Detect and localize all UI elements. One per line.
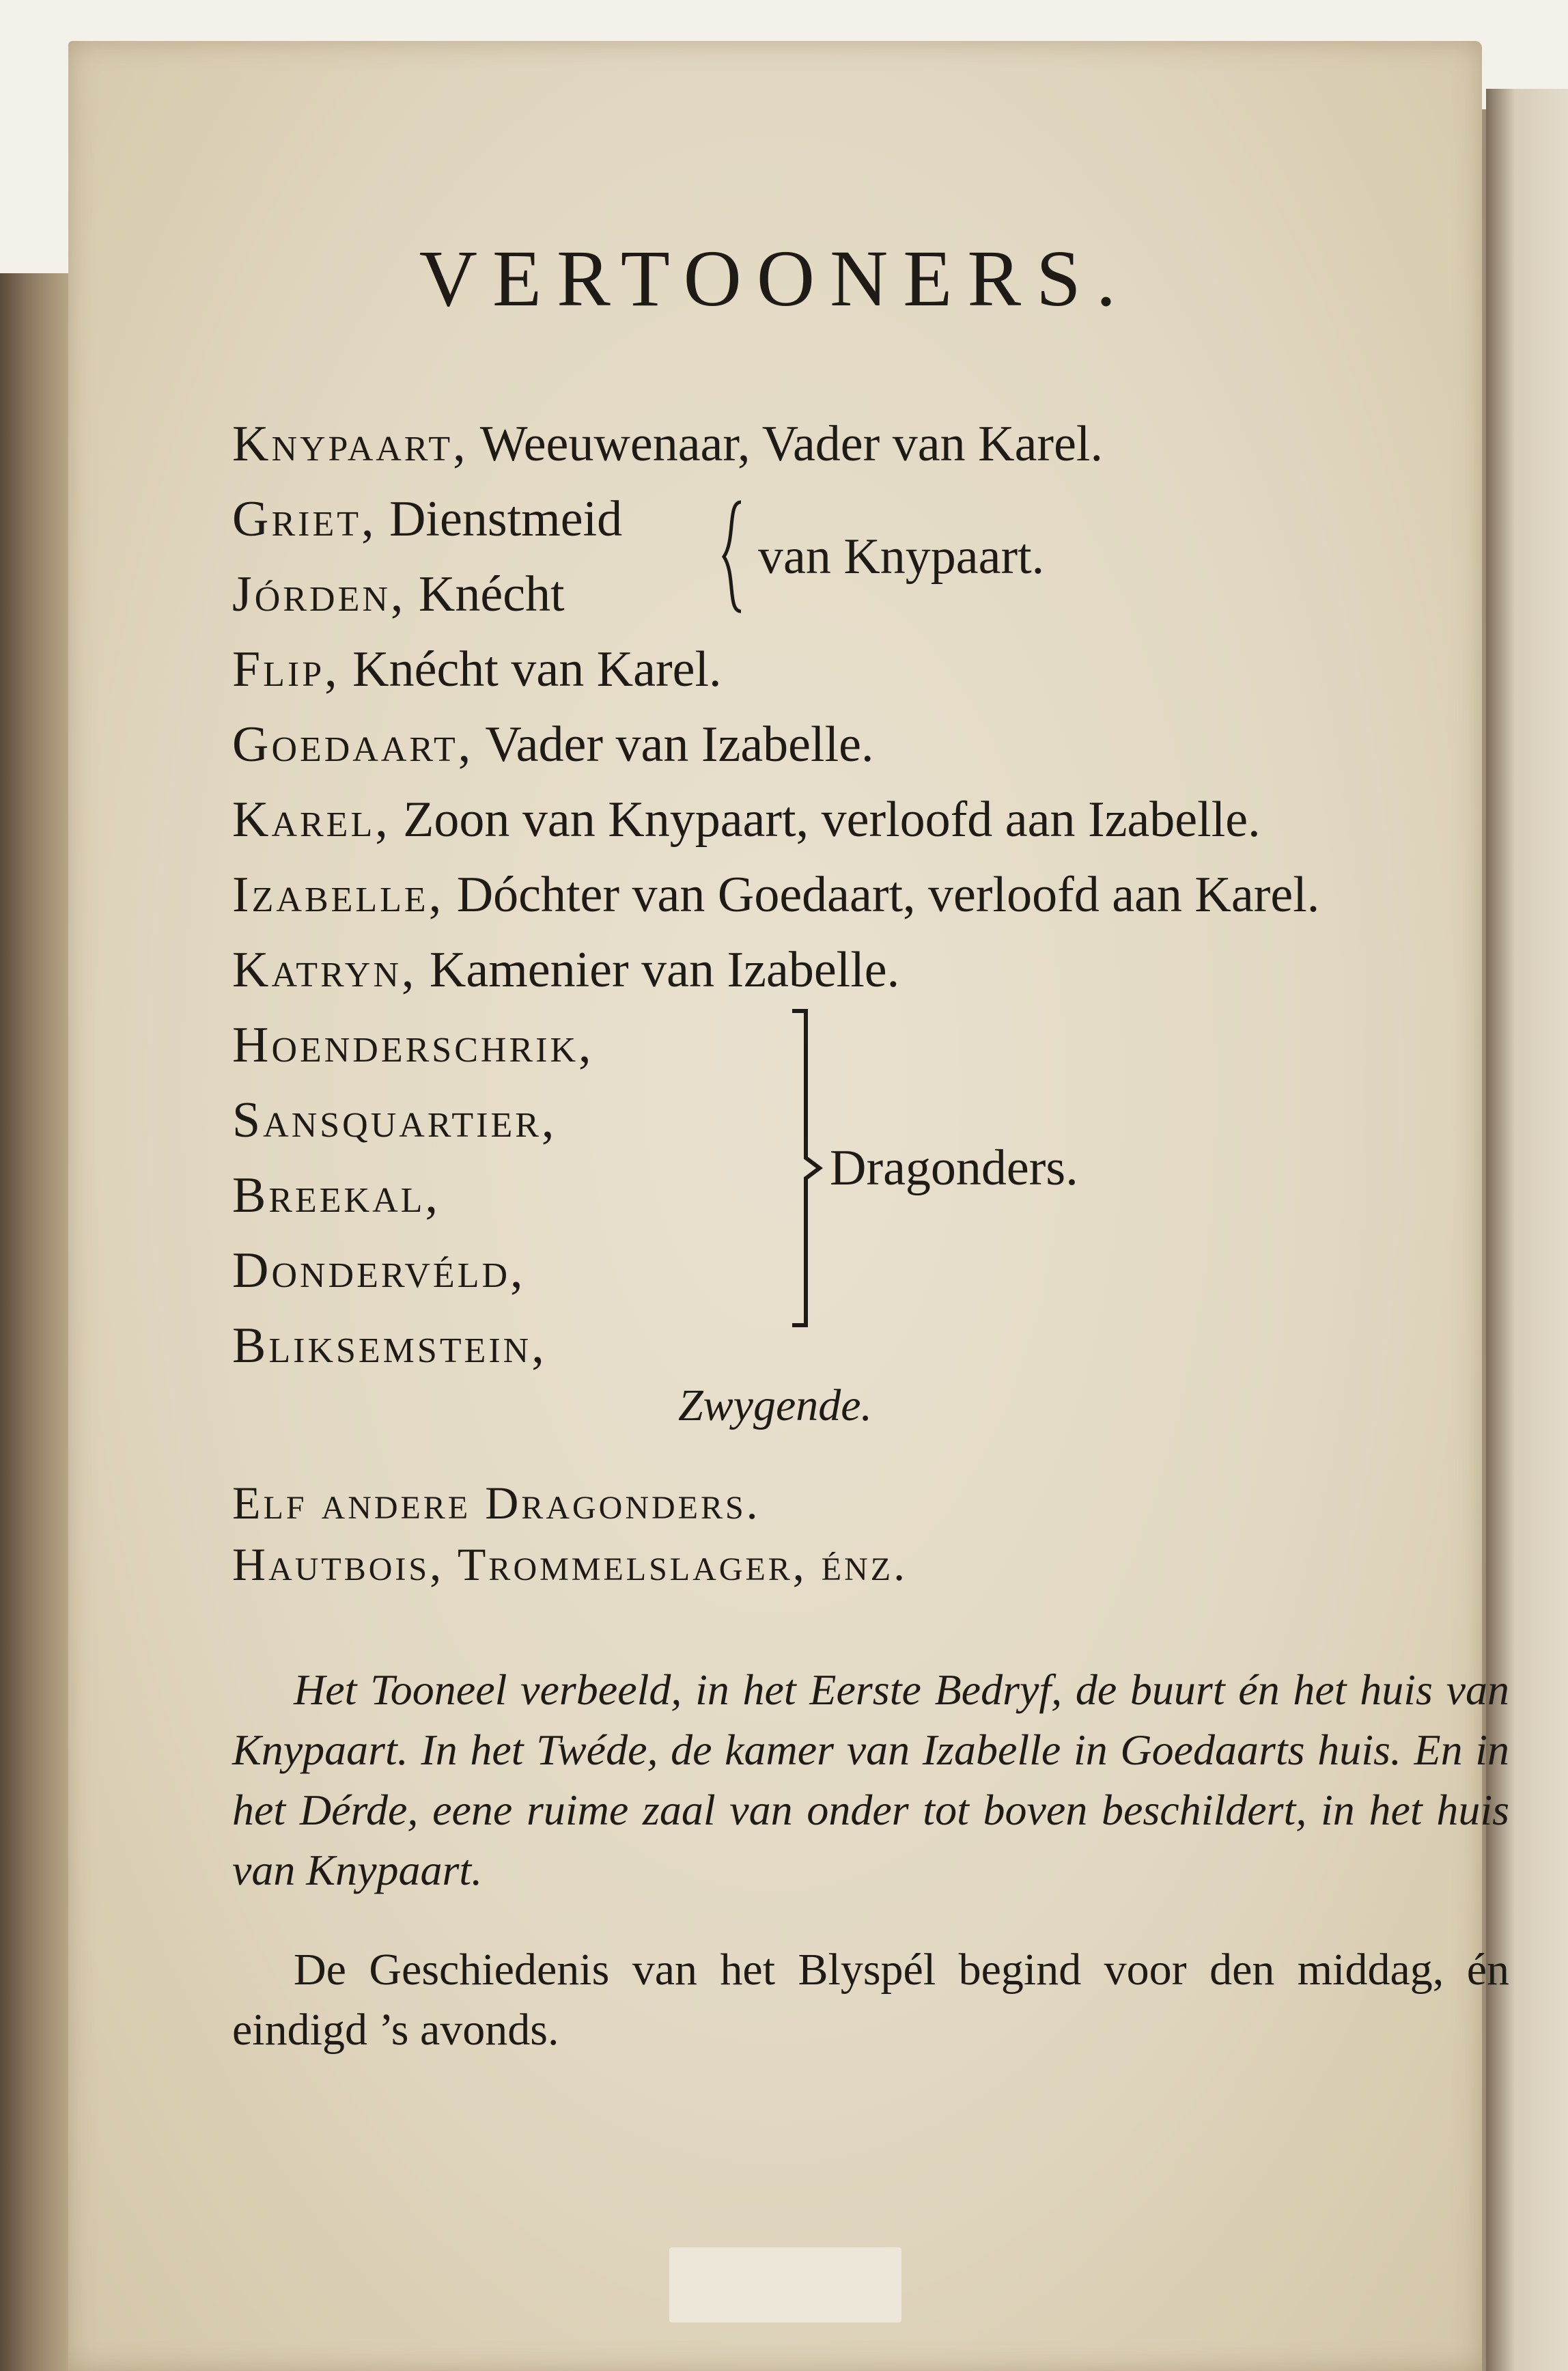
cast-entry-goedaart — [232, 710, 873, 779]
page-title: VERTOONERS. — [419, 234, 1132, 323]
cast-name: Knypaart, — [232, 416, 468, 472]
book-page — [68, 41, 1509, 2371]
silent-entry-dragoons: Elf andere Dragonders. — [232, 1477, 761, 1529]
cast-role: Knécht van Karel. — [352, 641, 722, 697]
cast-name: Karel, — [232, 792, 391, 848]
cast-name: Flip, — [232, 641, 340, 697]
curly-brace-icon — [720, 499, 748, 615]
cast-name: Izabelle, — [232, 867, 445, 923]
scene-description: Het Tooneel verbeeld, in het Eerste Bedryf, de buurt én het huis van Knypaart. In het Twéde, de kamer van Izabelle in Goedaarts huis. En in het Dérde, eene ruime zaal van onder tot boven beschildert, in het huis van Knypaart. — [232, 1665, 1509, 1894]
dragoons-group-label: Dragonders. — [830, 1140, 1078, 1196]
cast-entry-katryn — [232, 936, 899, 1004]
paper-label-patch — [669, 2247, 901, 2323]
cast-role: Knécht — [418, 566, 565, 622]
dragoon-breekal: Breekal, — [232, 1167, 440, 1223]
cast-entry-griet — [232, 485, 622, 553]
cast-entry-izabelle — [232, 861, 1319, 929]
cast-entry-knypaart — [232, 410, 1103, 478]
dragoon-sansquartier: Sansquartier, — [232, 1092, 557, 1148]
cast-role: Zoon van Knypaart, verloofd aan Izabelle. — [403, 792, 1261, 848]
cast-entry-karel — [232, 786, 1261, 854]
history-note: De Geschiedenis van het Blyspél begind voor den middag, én eindigd ’s avonds. — [232, 1945, 1509, 2055]
cast-name: Katryn, — [232, 942, 417, 998]
cast-role: Dóchter van Goedaart, verloofd aan Karel. — [456, 867, 1320, 923]
dragoon-hoenderschrik: Hoenderschrik, — [232, 1017, 594, 1073]
cast-name: Goedaart, — [232, 717, 474, 773]
dragoon-bliksemstein: Bliksemstein, — [232, 1318, 547, 1374]
book-left-edge — [0, 273, 68, 2371]
cast-entry-flip — [232, 635, 722, 704]
silent-heading: Zwygende. — [677, 1381, 873, 1430]
cast-name: Jórden, — [232, 566, 406, 622]
cast-role: Vader van Izabelle. — [485, 717, 874, 773]
servants-group-label: van Knypaart. — [758, 529, 1045, 585]
cast-role: Dienstmeid — [389, 491, 623, 547]
silent-entry-musicians: Hautbois, Trommelslager, énz. — [232, 1538, 908, 1590]
cast-name: Griet, — [232, 491, 377, 547]
cast-role: Kamenier van Izabelle. — [429, 942, 900, 998]
cast-role: Weeuwenaar, Vader van Karel. — [479, 416, 1103, 472]
dragoon-dondervéld: Dondervéld, — [232, 1243, 526, 1299]
large-brace-icon — [779, 1004, 826, 1332]
cast-entry-jorden — [232, 560, 565, 628]
